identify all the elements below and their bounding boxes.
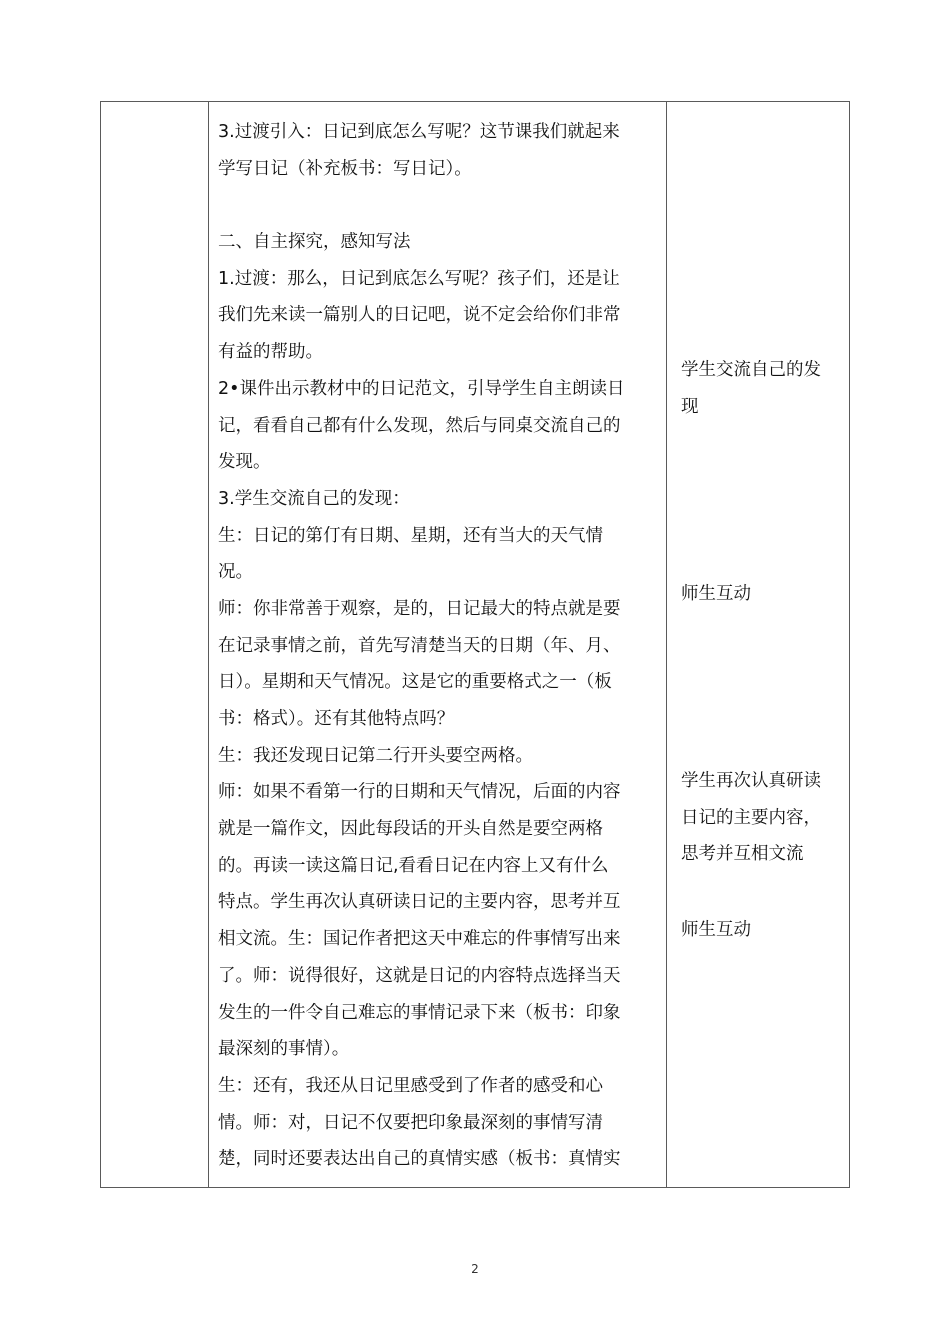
note-teacher-student-interaction [681,576,751,613]
text-line: 有益的帮助。 [218,342,323,363]
note-line: 学生交流自己的发 [681,360,821,380]
text-line: 3.过渡引入：日记到底怎么写呢？这节课我们就起来 [218,122,620,142]
column-divider-right [666,102,667,1187]
text-line: 楚，同时还要表达出自己的真情实感（板书：真情实 [218,1149,621,1170]
text-line: 记，看看自己都有什么发现，然后与同桌交流自己的 [218,415,621,436]
note-line: 思考并互相文流 [681,844,804,865]
text-line: 特点。学生再次认真研读日记的主要内容，思考并互 [218,892,621,913]
note-line: 现 [681,396,699,417]
text-line: 我们先来读一篇别人的日记吧，说不定会给你们非常 [218,305,621,326]
lesson-table [100,101,850,1188]
text-line: 相文流。生：国记作者把这天中难忘的件事情写出来 [218,929,621,950]
section-heading: 二、自主探究，感知写法 [218,232,411,253]
text-line: 3.学生交流自己的发现： [218,488,410,509]
teaching-process-column [218,114,658,1178]
note-line: 师生互动 [681,920,751,940]
text-line: 发现。 [218,452,271,473]
text-line: 就是一篇作文，因此每段话的开头自然是要空两格 [218,819,603,840]
text-line: 学写日记（补充板书：写日记）。 [218,158,472,179]
text-line: 况。 [218,562,253,583]
text-line: 最深刻的事情）。 [218,1039,350,1060]
text-line [218,187,658,224]
text-line: 书：格式）。还有其他特点吗？ [218,709,455,729]
note-student-discussion [681,352,821,425]
text-line: 生：还有，我还从日记里感受到了作者的感受和心 [218,1075,603,1096]
text-line: 生：日记的第仃有日期、星期，还有当大的天气情 [218,525,603,546]
page-number: 2 [471,1262,479,1276]
note-student-study [681,763,821,873]
text-line: 日）。星期和天气情况。这是它的重要格式之一（板 [218,672,612,693]
text-line: 1.过渡：那么，日记到底怎么写呢？孩子们，还是让 [218,268,620,289]
note-line: 师生互动 [681,584,751,604]
text-line: 师：如果不看第一行的日期和天气情况，后面的内容 [218,782,621,803]
column-divider-left [208,102,209,1187]
text-line: 发生的一件令自己难忘的事情记录下来（板书：印象 [218,1002,621,1023]
text-line: 在记录事情之前，首先写清楚当天的日期（年、月、 [218,635,621,656]
text-line: 了。师：说得很好，这就是日记的内容特点选择当天 [218,965,621,986]
text-line: 情。师：对，日记不仅要把印象最深刻的事情写清 [218,1112,603,1133]
text-line: 师：你非常善于观察，是的，日记最大的特点就是要 [218,598,621,619]
text-line: 生：我还发现日记第二行开头要空两格。 [218,745,533,766]
note-line: 学生再次认真研读 [681,771,821,791]
note-teacher-student-interaction-2 [681,912,751,949]
text-line: 2•课件出示教材中的日记范文，引导学生自主朗读日 [218,378,625,399]
note-line: 日记的主要内容， [681,807,821,828]
text-line: 的。再读一读这篇日记,看看日记在内容上又有什么 [218,855,609,876]
activity-notes-column [681,102,846,1187]
